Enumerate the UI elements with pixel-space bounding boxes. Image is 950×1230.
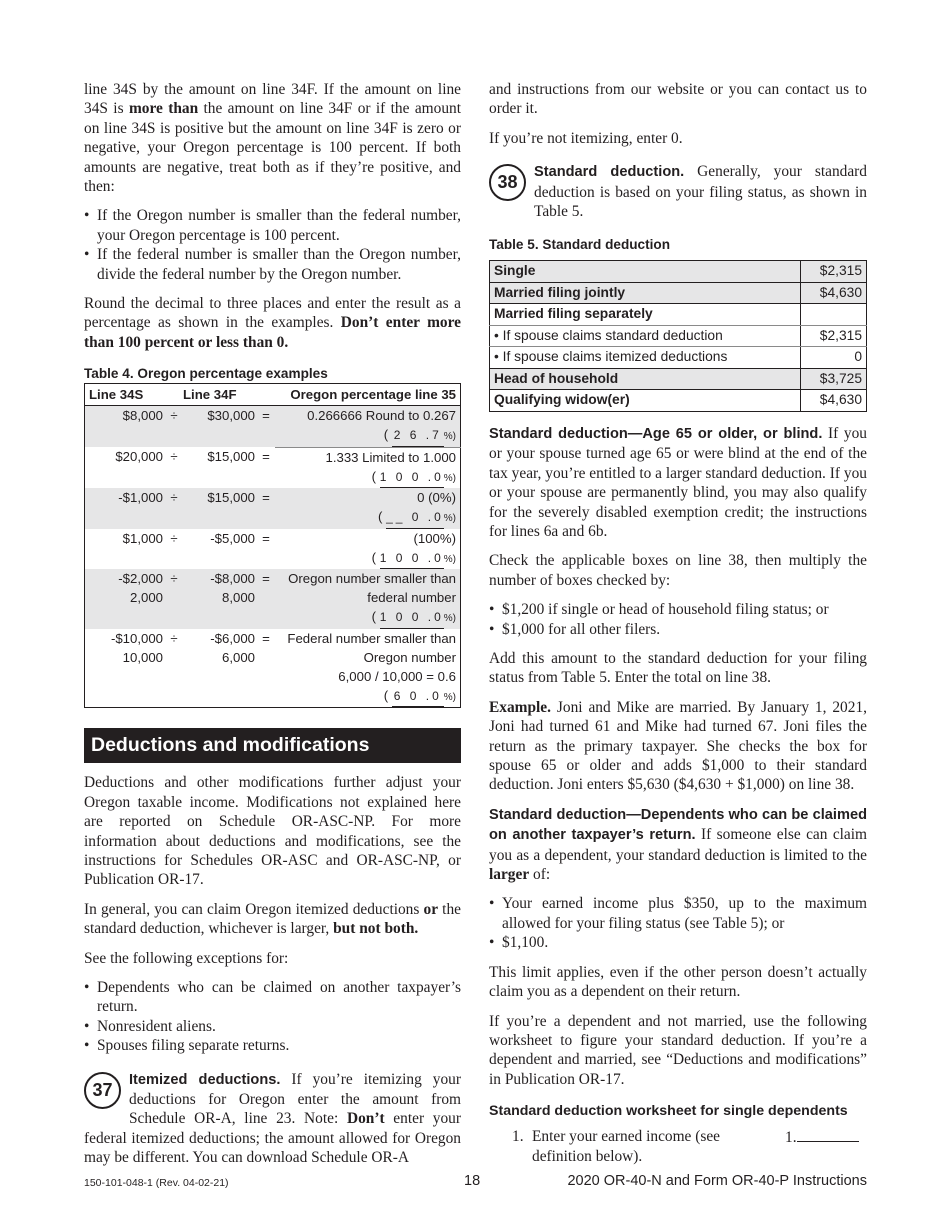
list-item: • Your earned income plus $350, up to the maximum allowed for your filing status (see Table 5); or bbox=[489, 894, 867, 933]
table-row: • If spouse claims standard deduction $2,315 bbox=[490, 325, 867, 347]
line-37-itemized-deductions: 37 Itemized deductions. If you’re itemizing your deductions for Oregon enter the amount from Schedule OR-A, line 23. Note: Don’t enter your federal itemized deductions; the amount allowed for Oregon may be different. You can download Schedule OR-A bbox=[84, 1070, 461, 1167]
table-row: Single $2,315 bbox=[490, 261, 867, 283]
table-row: Qualifying widow(er) $4,630 bbox=[490, 390, 867, 412]
worksheet-line-1: 1. Enter your earned income (see definition below). 1. bbox=[489, 1127, 867, 1166]
table5-caption: Table 5. Standard deduction bbox=[489, 237, 671, 253]
table-row: ( 2 6 .7 %) bbox=[85, 425, 461, 447]
table-row: Married filing separately bbox=[490, 304, 867, 326]
table-row: -$2,000 ÷ -$8,000 = Oregon number smaller than bbox=[85, 569, 461, 588]
table-row: 6,000 / 10,000 = 0.6 bbox=[338, 668, 456, 684]
left-column bbox=[84, 80, 461, 1178]
table-row: • If spouse claims itemized deductions 0 bbox=[490, 347, 867, 369]
list-item: • If the federal number is smaller than the Oregon number, divide the federal number by the Oregon number. bbox=[84, 245, 461, 284]
oregon-percentage-table bbox=[84, 383, 461, 708]
table-row: $8,000 ÷ $30,000 = 0.266666 Round to 0.267 bbox=[85, 406, 461, 426]
oregon-percentage-intro: line 34S by the amount on line 34F. If the amount on line 34S is more than the amount on line 34F or if the amount on line 34S is positive but the amount on line 34F is zero or negative, your Oregon percentage is 100 percent. If both amounts are negative, treat both as if they’re positive, and then: bbox=[84, 81, 461, 196]
check-boxes-paragraph: Check the applicable boxes on line 38, then multiply the number of boxes checked by: bbox=[489, 552, 867, 589]
single-dependent-paragraph: If you’re a dependent and not married, use the following worksheet to figure your standard deduction. If you’re a dependent and married, see “Deductions and modifications” in Publication OR-17. bbox=[489, 1012, 867, 1088]
rounding-instruction: Round the decimal to three places and enter the result as a percentage as shown in the examples. Don’t enter more than 100 percent or less than 0. bbox=[84, 295, 461, 351]
additional-amount-list bbox=[489, 600, 867, 639]
col-header-line34f: Line 34F bbox=[165, 384, 275, 406]
line-number-badge: 38 bbox=[489, 164, 526, 201]
table-row: -$10,000 ÷ -$6,000 = Federal number smaller than bbox=[110, 630, 456, 646]
worksheet-line-1-entry[interactable]: 1. bbox=[785, 1127, 859, 1147]
table-row: $1,000 ÷ -$5,000 = (100%) bbox=[122, 530, 456, 546]
dependent-limit-list bbox=[489, 894, 867, 952]
list-item: • $1,100. bbox=[489, 933, 867, 952]
limit-applies-paragraph: This limit applies, even if the other person doesn’t actually claim you as a dependent on their return. bbox=[489, 963, 867, 1001]
line-38-standard-deduction: 38 Standard deduction. Generally, your standard deduction is based on your filing status, as shown in Table 5. bbox=[489, 162, 867, 221]
page-number: 18 bbox=[464, 1173, 481, 1189]
worksheet-title: Standard deduction worksheet for single dependents bbox=[489, 1103, 848, 1120]
list-item: • Dependents who can be claimed on another taxpayer’s return. bbox=[84, 978, 461, 1017]
dependents-paragraph: Standard deduction—Dependents who can be claimed on another taxpayer’s return. If someone else can claim you as a dependent, your standard deduction is limited to the larger of: bbox=[489, 806, 868, 884]
list-item: • $1,000 for all other filers. bbox=[489, 620, 867, 639]
add-amount-paragraph: Add this amount to the standard deduction for your filing status from Table 5. Enter the total on line 38. bbox=[489, 650, 867, 687]
table-row: 10,000 6,000 Oregon number bbox=[122, 649, 456, 665]
list-item: • If the Oregon number is smaller than the federal number, your Oregon percentage is 100 percent. bbox=[84, 206, 461, 245]
table-row: ( __ 0 .0%) bbox=[85, 507, 461, 528]
table-row: ( 6 0 .0 %) bbox=[85, 686, 461, 708]
exceptions-intro: See the following exceptions for: bbox=[84, 949, 289, 967]
table-row: ( 1 0 0 .0%) bbox=[85, 467, 461, 488]
table-row: -$1,000 ÷ $15,000 = 0 (0%) bbox=[85, 488, 461, 507]
table-header-row bbox=[85, 384, 461, 406]
table-row: $20,000 ÷ $15,000 = 1.333 Limited to 1.000 bbox=[115, 449, 456, 465]
list-item: • Spouses filing separate returns. bbox=[84, 1036, 461, 1055]
not-itemizing-note: If you’re not itemizing, enter 0. bbox=[489, 129, 683, 147]
list-item: • Nonresident aliens. bbox=[84, 1017, 461, 1036]
itemized-or-standard-paragraph: In general, you can claim Oregon itemized deductions or the standard deduction, whichever is larger, but not both. bbox=[84, 900, 461, 938]
table-row: 2,000 8,000 federal number bbox=[85, 588, 461, 607]
exceptions-list bbox=[84, 978, 461, 1056]
standard-deduction-table bbox=[489, 260, 867, 412]
list-item: • $1,200 if single or head of household filing status; or bbox=[489, 600, 867, 619]
table-row: ( 1 0 0 .0%) bbox=[85, 548, 461, 569]
section-banner: Deductions and modifications bbox=[84, 728, 461, 763]
schedule-or-a-continuation: and instructions from our website or you can contact us to order it. bbox=[489, 81, 867, 118]
age-65-or-blind-paragraph: Standard deduction—Age 65 or older, or blind. If you or your spouse turned age 65 or were blind at the end of the tax year, you’re entitled to a larger standard deduction. If you or your spouse are permanently blind, you may also qualify for the severely disabled exemption credit; the instructions for lines 6a and 6b. bbox=[489, 424, 867, 540]
entry-blank[interactable] bbox=[797, 1127, 859, 1142]
table-row: ( 1 0 0 .0%) bbox=[85, 607, 461, 628]
form-number: 150-101-048-1 (Rev. 04-02-21) bbox=[84, 1177, 229, 1189]
table-row: Head of household $3,725 bbox=[490, 368, 867, 390]
deductions-paragraph: Deductions and other modifications further adjust your Oregon taxable income. Modifications not explained here are reported on Schedule OR-ASC-NP. For more information about deductions and modifications, see the instructions for Schedules OR-ASC and OR-ASC-NP, or Publication OR-17. bbox=[84, 774, 461, 889]
table4-caption: Table 4. Oregon percentage examples bbox=[84, 366, 328, 382]
table-row: Married filing jointly $4,630 bbox=[490, 282, 867, 304]
page-footer bbox=[84, 1173, 867, 1191]
col-header-line34s: Line 34S bbox=[85, 384, 166, 406]
example-paragraph: Example. Joni and Mike are married. By January 1, 2021, Joni had turned 61 and Mike had turned 67. Joni files the return as the primary taxpayer. She checks the box for spouse 65 or older and adds $1,000 to their standard deduction. Joni enters $5,630 ($4,630 + $1,000) on line 38. bbox=[489, 698, 867, 794]
line-number-badge: 37 bbox=[84, 1072, 121, 1109]
col-header-oregon-percentage: Oregon percentage line 35 bbox=[275, 384, 461, 406]
oregon-percentage-rules bbox=[84, 206, 461, 284]
right-column bbox=[489, 80, 867, 1166]
document-title: 2020 OR-40-N and Form OR-40-P Instructions bbox=[567, 1173, 867, 1189]
